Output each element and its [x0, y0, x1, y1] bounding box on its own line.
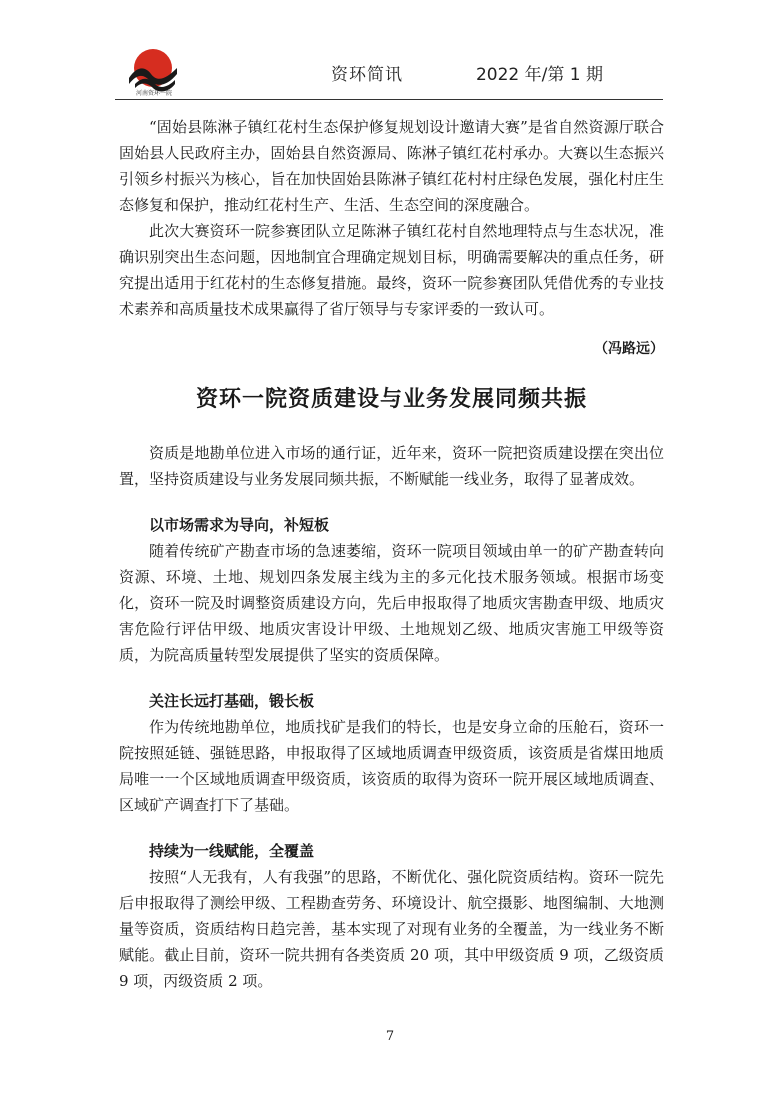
- section-heading: 持续为一线赋能，全覆盖: [149, 842, 315, 860]
- article1-paragraph: “固始县陈淋子镇红花村生态保护修复规划设计邀请大赛”是省自然资源厅联合固始县人民政府主办，固始县自然资源局、陈淋子镇红花村承办。大赛以生态振兴引领乡村振兴为核心，旨在加快固始县陈淋子镇红花村村庄绿色发展，强化村庄生态修复和保护，推动红花村生产、生活、生态空间的深度融合。: [119, 118, 664, 214]
- header-divider: [115, 99, 663, 100]
- article2-intro: 资质是地勘单位进入市场的通行证，近年来，资环一院把资质建设摆在突出位置，坚持资质建设与业务发展同频共振，不断赋能一线业务，取得了显著成效。: [119, 444, 664, 488]
- section-heading: 以市场需求为导向，补短板: [149, 516, 330, 534]
- section-body: 按照“人无我有，人有我强”的思路，不断优化、强化院资质结构。资环一院先后申报取得了测绘甲级、工程勘查劳务、环境设计、航空摄影、地图编制、大地测量等资质，资质结构日趋完善，基本实现了对现有业务的全覆盖，为一线业务不断赋能。截止目前，资环一院共拥有各类资质 20 项，其中甲级资质 9 项，乙级资质 9 项，丙级资质 2 项。: [119, 868, 664, 990]
- article2-title: 资环一院资质建设与业务发展同频共振: [195, 386, 587, 412]
- newsletter-title: 资环简讯: [331, 65, 403, 85]
- logo-caption: 河南资环一院: [135, 90, 172, 97]
- section-heading: 关注长远打基础，锻长板: [149, 692, 315, 710]
- section-body: 随着传统矿产勘查市场的急速萎缩，资环一院项目领域由单一的矿产勘查转向资源、环境、土地、规划四条发展主线为主的多元化技术服务领域。根据市场变化，资环一院及时调整资质建设方向，先后申报取得了地质灾害勘查甲级、地质灾害危险行评估甲级、地质灾害设计甲级、土地规划乙级、地质灾害施工甲级等资质，为院高质量转型发展提供了坚实的资质保障。: [119, 542, 664, 664]
- page-number: 7: [385, 1029, 395, 1044]
- article1-author: （冯路远）: [594, 341, 664, 357]
- article1-paragraph: 此次大赛资环一院参赛团队立足陈淋子镇红花村自然地理特点与生态状况，准确识别突出生态问题，因地制宜合理确定规划目标，明确需要解决的重点任务，研究提出适用于红花村的生态修复措施。最终，资环一院参赛团队凭借优秀的专业技术素养和高质量技术成果赢得了省厅领导与专家评委的一致认可。: [119, 222, 664, 318]
- page-header: [115, 40, 663, 100]
- issue-number: 2022 年/第 1 期: [475, 65, 603, 85]
- section-body: 作为传统地勘单位，地质找矿是我们的特长，也是安身立命的压舱石，资环一院按照延链、强链思路，申报取得了区域地质调查甲级资质，该资质是省煤田地质局唯一一个区域地质调查甲级资质，该资质的取得为资环一院开展区域地质调查、区域矿产调查打下了基础。: [119, 718, 664, 814]
- page-content: [119, 114, 664, 994]
